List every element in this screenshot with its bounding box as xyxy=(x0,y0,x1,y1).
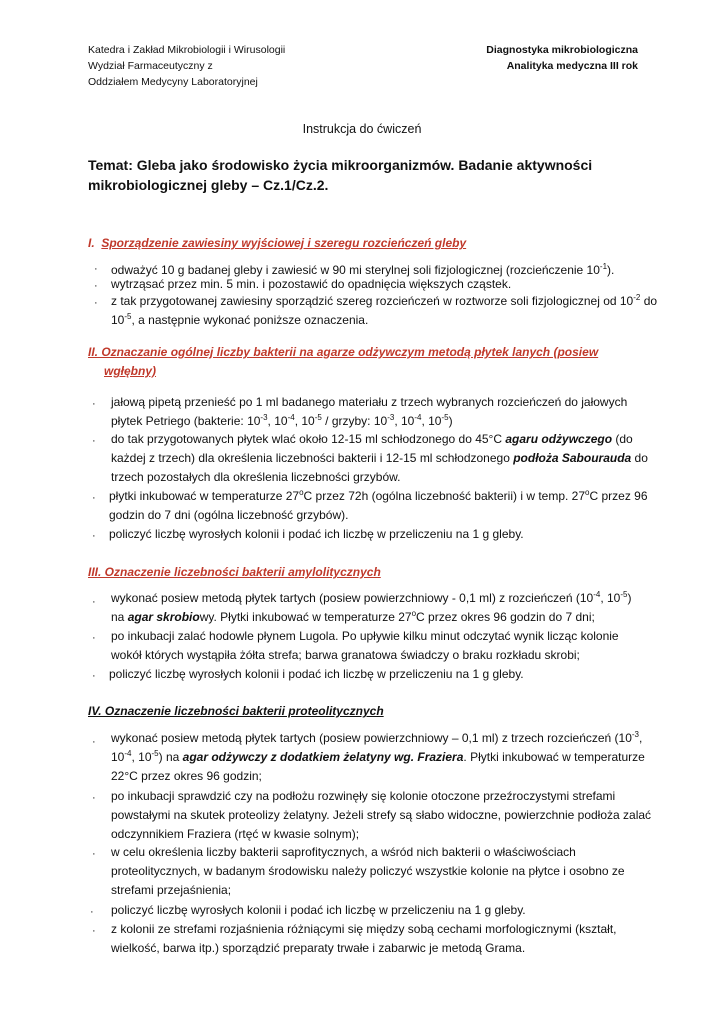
course-header xyxy=(486,42,638,74)
bullet: · xyxy=(94,297,98,309)
bullet: · xyxy=(92,530,96,542)
section-3-heading xyxy=(88,565,381,579)
bullet: · xyxy=(92,925,96,937)
list-item: jałową pipetą przenieść po 1 ml badanego materiału z trzech wybranych rozcieńczeń do jałowych płytek Petriego (bakterie: $10^{-3}$, $10^{-4}$, $10^{-5}$ / grzyby: $10^{-3}$, $10^{-4}$, $10^{-5}$) xyxy=(111,395,628,428)
header-line: Wydział Farmaceutyczny z xyxy=(88,60,213,72)
list-item: odważyć 10 g badanej gleby i zawiesić w 90 mi sterylnej soli fizjologicznej (rozcieńczenie $10^{-1}$). xyxy=(111,262,615,277)
bullet: · xyxy=(92,632,96,644)
document-title: Instrukcja do ćwiczeń xyxy=(302,122,422,136)
list-item: wykonać posiew metodą płytek tartych (posiew powierzchniowy - 0,1 ml) z rozcieńczeń ($10^{-4}$, $10^{-5}$) na agar skrobiowy. Płytki inkubować w temperaturze 27$^o$C przez okres 96 godzin do 7 dni; xyxy=(111,590,632,624)
list-item: w celu określenia liczby bakterii saprofitycznych, a wśród nich bakterii o właściwościach proteolitycznych, w badanym środowisku należy policzyć wszystkie kolonie na płytce i osobno ze strefami przejaśnienia; xyxy=(111,845,625,897)
section-number: I. xyxy=(88,236,95,250)
list-item: policzyć liczbę wyrosłych kolonii i podać ich liczbę w przeliczeniu na 1 g gleby. xyxy=(111,903,526,917)
bullet: · xyxy=(92,792,96,804)
bullet: · xyxy=(92,596,96,608)
bullet: · xyxy=(92,492,96,504)
bullet: · xyxy=(92,435,96,447)
bullet: · xyxy=(94,263,98,275)
bullet: · xyxy=(92,670,96,682)
list-item: po inkubacji sprawdzić czy na podłożu rozwinęły się kolonie otoczone przeźroczystymi strefami powstałymi na skutek proteolizy żelatyny. Jeżeli strefy są słabo widoczne, powierzchnie podłoża zalać odczynnikiem Fraziera (rtęć w kwasie solnym); xyxy=(111,789,652,841)
header-line: Analityka medyczna III rok xyxy=(506,60,638,72)
section-title: II. Oznaczanie ogólnej liczby bakterii na agarze odżywczym metodą płytek lanych (posiew xyxy=(88,345,599,359)
section-title: IV. Oznaczenie liczebności bakterii proteolitycznych xyxy=(88,704,384,718)
bullet: · xyxy=(92,736,96,748)
bullet: · xyxy=(94,280,98,292)
header-line: Katedra i Zakład Mikrobiologii i Wirusologii xyxy=(88,44,286,56)
section-title: Sporządzenie zawiesiny wyjściowej i szeregu rozcieńczeń gleby xyxy=(101,236,467,250)
list-item: policzyć liczbę wyrosłych kolonii i podać ich liczbę w przeliczeniu na 1 g gleby. xyxy=(109,667,524,681)
topic-heading: Temat: Gleba jako środowisko życia mikroorganizmów. Badanie aktywności mikrobiologicznej gleby – Cz.1/Cz.2. xyxy=(88,157,593,193)
bullet: · xyxy=(92,398,96,410)
header-line: Oddziałem Medycyny Laboratoryjnej xyxy=(88,76,258,88)
section-4-heading xyxy=(88,704,384,718)
list-item: wykonać posiew metodą płytek tartych (posiew powierzchniowy – 0,1 ml) z trzech rozcieńczeń ($10^{-3}$, $10^{-4}$, $10^{-5}$) na agar odżywczy z dodatkiem żelatyny wg. Fraziera. Płytki inkubować w temperaturze 22°C przez okres 96 godzin; xyxy=(111,730,645,783)
list-item: z tak przygotowanej zawiesiny sporządzić szereg rozcieńczeń w roztworze soli fizjologicznej od $10^{-2}$ do $10^{-5}$, a następnie wykonać poniższe oznaczenia. xyxy=(111,293,658,327)
section-title: wgłębny) xyxy=(104,364,157,378)
header-line: Diagnostyka mikrobiologiczna xyxy=(486,44,638,56)
list-item: policzyć liczbę wyrosłych kolonii i podać ich liczbę w przeliczeniu na 1 g gleby. xyxy=(109,527,524,541)
list-item: po inkubacji zalać hodowle płynem Lugola. Po upływie kilku minut odczytać wynik licząc kolonie wokół których wystąpiła żółta strefa; barwa granatowa świadczy o braku rozkładu skrobi; xyxy=(111,629,619,662)
bullet: · xyxy=(90,906,94,918)
section-2-heading xyxy=(88,343,668,381)
section-1-heading xyxy=(88,236,466,250)
list-item: wytrząsać przez min. 5 min. i pozostawić do opadnięcia większych cząstek. xyxy=(111,277,512,291)
department-header xyxy=(88,42,285,90)
list-item: do tak przygotowanych płytek wlać około 12-15 ml schłodzonego do 45°C agaru odżywczego (do każdej z trzech) dla określenia liczebności bakterii i 12-15 ml schłodzonego podłoża Sabourauda do trzech pozostałych dla określenia liczebności grzybów. xyxy=(111,432,648,484)
list-item: płytki inkubować w temperaturze 27$^o$C przez 72h (ogólna liczebność bakterii) i w temp. 27$^o$C przez 96 godzin do 7 dni (ogólna liczebność grzybów). xyxy=(109,488,648,522)
bullet: · xyxy=(92,848,96,860)
list-item: z kolonii ze strefami rozjaśnienia różniącymi się między sobą cechami morfologicznymi (kształt, wielkość, barwa itp.) sporządzić preparaty trwałe i zabarwic je metodą Grama. xyxy=(111,922,617,955)
section-title: III. Oznaczenie liczebności bakterii amylolitycznych xyxy=(88,565,381,579)
